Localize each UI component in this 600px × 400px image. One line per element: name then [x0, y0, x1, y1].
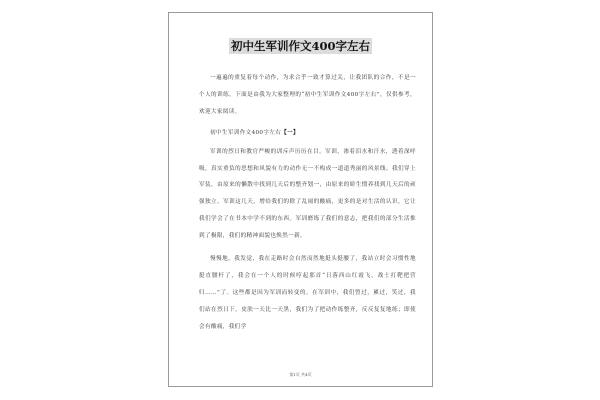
page-footer: 第1页 共4页 — [289, 372, 312, 377]
body-paragraph: 慢慢地，我发觉，我在走路时会自然而然地挺头挺腰了，我站立时会习惯性地挺直腰杆了，我会在一个人的时候哼起那首“日落西山红霞飞，战士打靶把营归……”了。这些都是因为军训而转变的。在军训中，我们曾过，累过，笑过，我们站在烈日下，皮肤一天比一天黑，我们为了把动作练整齐，反反复复地练；即使会有酸痛，我们学 — [199, 256, 416, 330]
document-page — [168, 12, 433, 387]
page-title: 初中生军训作文400字左右 — [230, 39, 370, 53]
intro-paragraph: 一遍遍的重复着每个动作，为求合乎一致才算过关，让我团队的合作，不是一个人的训练。下面是由我为大家整理的“初中生军训作文400字左右”，仅供参考，欢迎大家阅读。 — [199, 75, 416, 115]
document-body — [199, 70, 416, 342]
section-heading-text: 初中生军训作文400字左右 — [210, 129, 282, 136]
title-wrap — [169, 35, 432, 54]
section-heading-marker: 【一】 — [281, 129, 300, 136]
section-heading — [199, 125, 416, 142]
body-paragraph: 军训的烈日和教官严峻的训斥声历历在目。军训，渗着泪水和汗水，透着深呼吸，真实重负的思想和风貌有力的动作无一不构成一道道秀丽的风景线。我们穿上军装，由原来的懒散中找到几天后的整齐划一，由原来的娇生惯养找到几天后的顽强独立。军训这几天，增给我们的除了乱闹的酸痛，更多的是对生活的认识。它让我们学会了在书本中学不到的东西。军训磨练了我们的意志，把我们的部分生活推到了极限，我们的精神面貌也焕然一新。 — [199, 148, 416, 240]
